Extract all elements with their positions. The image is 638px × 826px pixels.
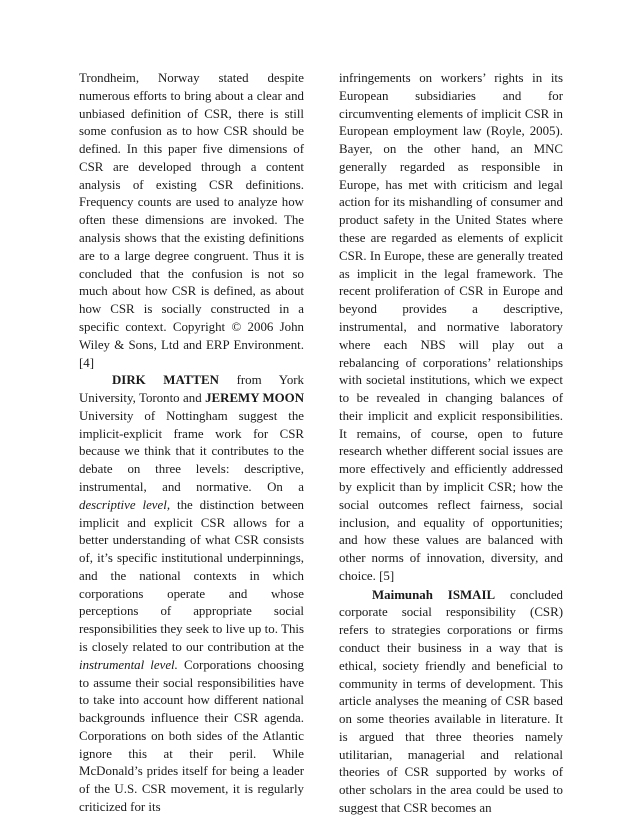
- paragraph-infringements: infringements on workers’ rights in its European subsidiaries and for circumventing elements of implicit CSR in European employment law (Royle, 2005). Bayer, on the other hand, an MNC generally regarded as responsible in Europe, has met with criticism and legal action for its mishandling of consumer and product safety in the United States where these are regarded as elements of explicit CSR. In Europe, these are generally treated as implicit in the legal framework. The recent proliferation of CSR in Europe and beyond provides a descriptive, instrumental, and normative laboratory where each NBS will play out a rebalancing of corporations’ relationships with societal institutions, which we expect to be revealed in changing balances of their implicit and explicit responsibilities. It remains, of course, open to future research whether different social issues are more effectively and efficiently addressed by explicit than by implicit CSR; how the social outcomes reflect fairness, social inclusion, and equality of opportunities; and how these values are balanced with other norms of innovation, diversity, and choice. [5]: [339, 71, 563, 583]
- paragraph-trondheim: Trondheim, Norway stated despite numerous efforts to bring about a clear and unbiased definition of CSR, there is still some confusion as to how CSR should be defined. In this paper five dimensions of CSR are developed through a content analysis of existing CSR definitions. Frequency counts are used to analyze how often these dimensions are invoked. The analysis shows that the existing definitions are to a large degree congruent. Thus it is concluded that the confusion is not so much about how CSR is defined, as about how CSR is socially constructed in a specific context. Copyright © 2006 John Wiley & Sons, Ltd and ERP Environment. [4]: [79, 71, 304, 370]
- paragraph-matten-moon: [79, 372, 304, 817]
- paragraph-text: concluded corporate social responsibility (CSR) refers to strategies corporations or firms conduct their business in a way that is ethical, society friendly and beneficial to community in terms of development. This article analyses the meaning of CSR based on some theories available in literature. It is argued that three theories namely utilitarian, managerial and relational theories of CSR supported by works of other scholars in the area could be used to suggest that CSR becomes an: [339, 587, 563, 816]
- paragraph-text: University of Nottingham suggest the implicit-explicit frame work for CSR because we think that it contributes to the debate on three levels: descriptive, instrumental, and normative. On a: [79, 408, 304, 494]
- right-column: [339, 70, 563, 818]
- emphasis-instrumental-level: instrumental level.: [79, 657, 178, 672]
- emphasis-descriptive-level: descriptive level,: [79, 497, 171, 512]
- paragraph-ismail: [339, 587, 563, 818]
- left-column: [79, 70, 304, 817]
- author-maimunah-ismail: Maimunah ISMAIL: [372, 587, 496, 602]
- paragraph-text: the distinction between implicit and explicit CSR allows for a better understanding of what CSR consists of, it’s specific institutional underpinnings, and the national contexts in which corporations operate and whose perceptions of appropriate social responsibilities they seek to live up to. This is closely related to our contribution at the: [79, 497, 304, 654]
- author-jeremy-moon: JEREMY MOON: [205, 391, 304, 406]
- paragraph-text: Corporations choosing to assume their social responsibilities have to take into account how different national backgrounds influence their CSR agenda. Corporations on both sides of the Atlantic ignore this at their peril. While McDonald’s prides itself for being a leader of the U.S. CSR movement, it is regularly criticized for its: [79, 657, 304, 815]
- paragraph-text: from York University, Toronto and: [79, 373, 304, 406]
- author-dirk-matten: DIRK MATTEN: [112, 373, 219, 388]
